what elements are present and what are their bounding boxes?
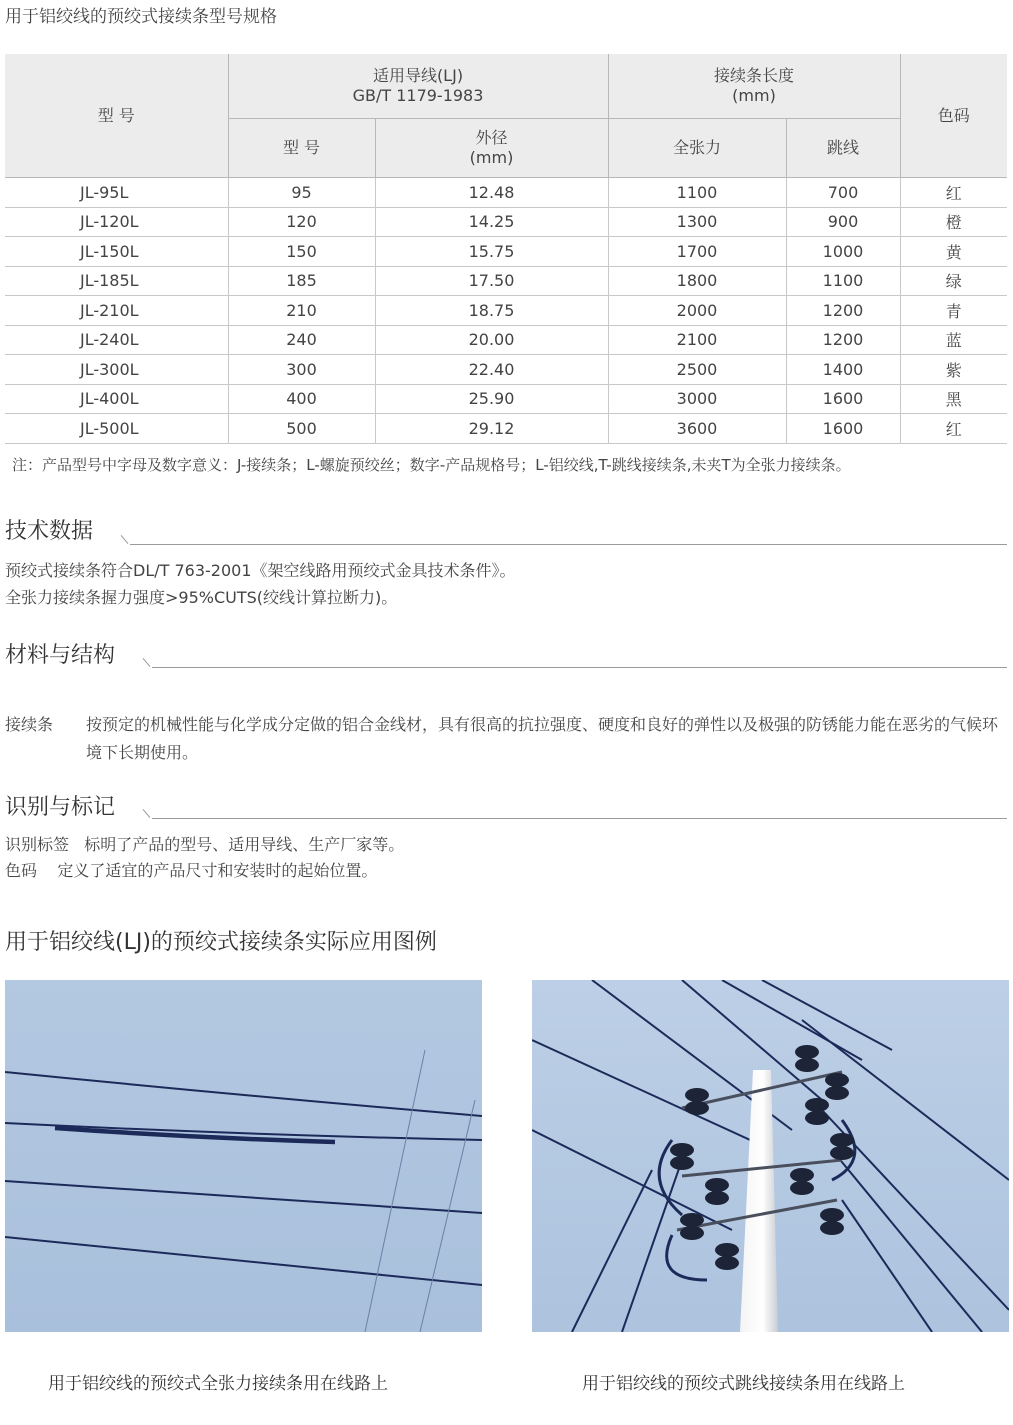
header-model: 型 号 [5, 54, 228, 178]
header-length-line1: 接续条长度 [714, 66, 795, 85]
section-title-tech: 技术数据 [5, 519, 94, 544]
cell-full-tension: 2500 [608, 355, 786, 385]
header-full-tension: 全张力 [608, 119, 786, 178]
table-row [5, 207, 1007, 237]
cell-color-code: 绿 [900, 266, 1007, 296]
cell-model: JL-210L [5, 296, 228, 326]
section-divider-mark [143, 809, 151, 818]
tech-line-1: 预绞式接续条符合DL/T 763-2001《架空线路用预绞式金具技术条件》。 [5, 561, 516, 580]
cell-model: JL-95L [5, 178, 228, 208]
cell-jumper: 1100 [786, 266, 900, 296]
spec-table [5, 54, 1007, 444]
table-title: 用于铝绞线的预绞式接续条型号规格 [5, 7, 277, 27]
identification-line-2: 色码 定义了适宜的产品尺寸和安装时的起始位置。 [5, 861, 378, 880]
cell-full-tension: 2100 [608, 325, 786, 355]
cell-jumper: 700 [786, 178, 900, 208]
material-term: 接续条 [5, 715, 54, 734]
cell-jumper: 1200 [786, 296, 900, 326]
cell-outer-diameter: 25.90 [375, 384, 608, 414]
header-jumper: 跳线 [786, 119, 900, 178]
cell-full-tension: 1300 [608, 207, 786, 237]
header-conductor-line1: 适用导线(LJ) [372, 66, 464, 85]
section-divider [152, 818, 1007, 819]
cell-model: JL-500L [5, 414, 228, 444]
photo-full-tension-splice [5, 980, 482, 1332]
header-color-code: 色码 [900, 54, 1007, 178]
section-divider [130, 544, 1007, 545]
cell-color-code: 蓝 [900, 325, 1007, 355]
cell-jumper: 1200 [786, 325, 900, 355]
caption-right: 用于铝绞线的预绞式跳线接续条用在线路上 [582, 1374, 905, 1394]
header-length-line2: (mm) [732, 86, 776, 105]
section-divider-mark [121, 535, 129, 544]
header-outer-diameter [375, 119, 608, 178]
cell-jumper: 1400 [786, 355, 900, 385]
section-divider-mark [143, 658, 151, 667]
material-description: 按预定的机械性能与化学成分定做的铝合金线材，具有很高的抗拉强度、硬度和良好的弹性以及极强的防锈能力能在恶劣的气候环境下长期使用。 [86, 715, 999, 762]
cell-outer-diameter: 15.75 [375, 237, 608, 267]
cell-outer-diameter: 29.12 [375, 414, 608, 444]
cell-jumper: 900 [786, 207, 900, 237]
cell-model: JL-240L [5, 325, 228, 355]
table-row [5, 237, 1007, 267]
tech-line-2: 全张力接续条握力强度>95%CUTS(绞线计算拉断力)。 [5, 588, 398, 607]
table-row [5, 355, 1007, 385]
cell-color-code: 黄 [900, 237, 1007, 267]
cell-color-code: 紫 [900, 355, 1007, 385]
cell-conductor-model: 95 [228, 178, 375, 208]
cell-conductor-model: 300 [228, 355, 375, 385]
cell-color-code: 黑 [900, 384, 1007, 414]
header-conductor-line2: GB/T 1179-1983 [352, 86, 484, 105]
cell-model: JL-120L [5, 207, 228, 237]
cell-conductor-model: 400 [228, 384, 375, 414]
table-row [5, 296, 1007, 326]
cell-model: JL-150L [5, 237, 228, 267]
table-note: 注：产品型号中字母及数字意义：J-接续条；L-螺旋预绞丝；数字-产品规格号；L-铝绞线,T-跳线接续条,未夹T为全张力接续条。 [12, 456, 851, 474]
photo-jumper-splice [532, 980, 1009, 1332]
cell-conductor-model: 210 [228, 296, 375, 326]
cell-color-code: 红 [900, 414, 1007, 444]
cell-color-code: 橙 [900, 207, 1007, 237]
cell-outer-diameter: 14.25 [375, 207, 608, 237]
cell-conductor-model: 500 [228, 414, 375, 444]
cell-model: JL-300L [5, 355, 228, 385]
caption-left: 用于铝绞线的预绞式全张力接续条用在线路上 [48, 1374, 388, 1394]
cell-full-tension: 3000 [608, 384, 786, 414]
cell-model: JL-185L [5, 266, 228, 296]
cell-outer-diameter: 17.50 [375, 266, 608, 296]
cell-full-tension: 1700 [608, 237, 786, 267]
cell-conductor-model: 185 [228, 266, 375, 296]
cell-outer-diameter: 18.75 [375, 296, 608, 326]
table-row [5, 325, 1007, 355]
header-length-group [608, 54, 900, 119]
cell-model: JL-400L [5, 384, 228, 414]
cell-full-tension: 2000 [608, 296, 786, 326]
header-conductor-model: 型 号 [228, 119, 375, 178]
cell-jumper: 1600 [786, 384, 900, 414]
identification-line-1: 识别标签 标明了产品的型号、适用导线、生产厂家等。 [5, 835, 405, 854]
section-title-identification: 识别与标记 [5, 795, 116, 820]
cell-full-tension: 3600 [608, 414, 786, 444]
cell-outer-diameter: 22.40 [375, 355, 608, 385]
section-title-material: 材料与结构 [5, 643, 116, 668]
cell-outer-diameter: 12.48 [375, 178, 608, 208]
table-row [5, 266, 1007, 296]
cell-full-tension: 1100 [608, 178, 786, 208]
cell-outer-diameter: 20.00 [375, 325, 608, 355]
table-row [5, 384, 1007, 414]
cell-jumper: 1000 [786, 237, 900, 267]
cell-conductor-model: 120 [228, 207, 375, 237]
header-outer-diameter-line1: 外径 [475, 128, 508, 147]
table-row [5, 178, 1007, 208]
cell-conductor-model: 150 [228, 237, 375, 267]
table-row [5, 414, 1007, 444]
cell-conductor-model: 240 [228, 325, 375, 355]
cell-color-code: 青 [900, 296, 1007, 326]
cell-jumper: 1600 [786, 414, 900, 444]
header-outer-diameter-line2: (mm) [469, 148, 514, 167]
cell-full-tension: 1800 [608, 266, 786, 296]
header-conductor-group [228, 54, 608, 119]
section-divider [152, 667, 1007, 668]
cell-color-code: 红 [900, 178, 1007, 208]
application-title: 用于铝绞线(LJ)的预绞式接续条实际应用图例 [5, 930, 437, 955]
